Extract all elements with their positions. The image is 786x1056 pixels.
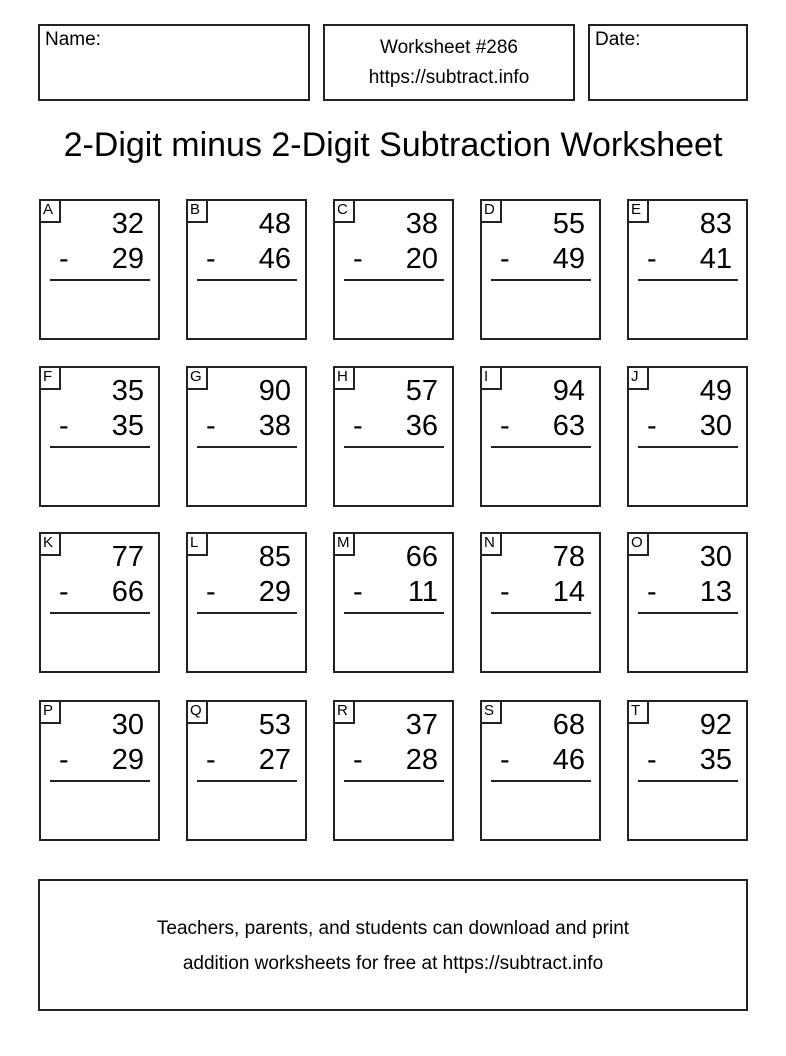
worksheet-url[interactable]: https://subtract.info (368, 67, 530, 88)
subtrahend: 36 (405, 410, 438, 442)
date-field[interactable] (588, 24, 748, 101)
subtrahend: 29 (111, 744, 144, 776)
minuend: 94 (552, 375, 585, 407)
answer-line (50, 446, 150, 448)
problem-label: A (39, 199, 61, 223)
problem-label: E (627, 199, 649, 223)
problem-label: Q (186, 700, 208, 724)
answer-space[interactable] (491, 285, 591, 333)
answer-line (491, 780, 591, 782)
subtrahend: 11 (407, 576, 438, 608)
answer-line (491, 446, 591, 448)
answer-space[interactable] (344, 786, 444, 834)
problem-card (627, 532, 748, 673)
minuend: 57 (405, 375, 438, 407)
minuend: 83 (699, 208, 732, 240)
footer-note (38, 879, 748, 1011)
answer-line (638, 279, 738, 281)
answer-line (344, 612, 444, 614)
minuend: 68 (552, 709, 585, 741)
problem-label: J (627, 366, 649, 390)
minus-sign: - (647, 576, 657, 608)
problem-label: H (333, 366, 355, 390)
problem-card (186, 366, 307, 507)
minus-sign: - (353, 243, 363, 275)
answer-line (50, 780, 150, 782)
answer-line (638, 612, 738, 614)
name-label: Name: (45, 29, 101, 50)
minuend: 48 (258, 208, 291, 240)
answer-space[interactable] (638, 786, 738, 834)
answer-space[interactable] (197, 452, 297, 500)
answer-space[interactable] (491, 618, 591, 666)
answer-space[interactable] (491, 786, 591, 834)
answer-line (197, 780, 297, 782)
minus-sign: - (647, 243, 657, 275)
subtrahend: 29 (258, 576, 291, 608)
minuend: 30 (699, 541, 732, 573)
problem-card (39, 700, 160, 841)
problem-label: B (186, 199, 208, 223)
problem-label: L (186, 532, 208, 556)
minus-sign: - (59, 576, 69, 608)
footer-line-1: Teachers, parents, and students can download and print (156, 918, 630, 939)
minuend: 90 (258, 375, 291, 407)
problem-card (333, 199, 454, 340)
problem-card (39, 532, 160, 673)
problem-card (39, 199, 160, 340)
subtrahend: 13 (699, 576, 732, 608)
subtrahend: 49 (552, 243, 585, 275)
answer-line (344, 446, 444, 448)
answer-space[interactable] (50, 452, 150, 500)
problem-label: T (627, 700, 649, 724)
answer-space[interactable] (638, 618, 738, 666)
name-field[interactable] (38, 24, 310, 101)
problem-card (333, 366, 454, 507)
minus-sign: - (59, 243, 69, 275)
problem-card (333, 700, 454, 841)
answer-line (50, 279, 150, 281)
minus-sign: - (59, 410, 69, 442)
minus-sign: - (206, 243, 216, 275)
answer-space[interactable] (638, 285, 738, 333)
minus-sign: - (353, 744, 363, 776)
answer-line (197, 446, 297, 448)
problem-label: P (39, 700, 61, 724)
problem-card (480, 700, 601, 841)
answer-space[interactable] (344, 618, 444, 666)
minus-sign: - (206, 744, 216, 776)
answer-space[interactable] (50, 618, 150, 666)
minus-sign: - (500, 576, 510, 608)
subtrahend: 20 (405, 243, 438, 275)
answer-line (638, 780, 738, 782)
problem-label: C (333, 199, 355, 223)
answer-space[interactable] (197, 786, 297, 834)
answer-line (344, 780, 444, 782)
minuend: 32 (111, 208, 144, 240)
minus-sign: - (500, 744, 510, 776)
answer-space[interactable] (50, 786, 150, 834)
minuend: 85 (258, 541, 291, 573)
subtrahend: 14 (552, 576, 585, 608)
subtrahend: 29 (111, 243, 144, 275)
problem-card (186, 700, 307, 841)
minuend: 53 (258, 709, 291, 741)
minuend: 37 (405, 709, 438, 741)
minus-sign: - (647, 410, 657, 442)
subtrahend: 27 (258, 744, 291, 776)
minus-sign: - (206, 576, 216, 608)
problem-label: S (480, 700, 502, 724)
worksheet-info-box (323, 24, 575, 101)
minus-sign: - (59, 744, 69, 776)
answer-line (197, 612, 297, 614)
problem-card (186, 532, 307, 673)
problem-card (480, 199, 601, 340)
answer-line (344, 279, 444, 281)
answer-line (50, 612, 150, 614)
problem-label: G (186, 366, 208, 390)
problem-card (627, 199, 748, 340)
subtrahend: 63 (552, 410, 585, 442)
minuend: 92 (699, 709, 732, 741)
problem-label: R (333, 700, 355, 724)
subtrahend: 38 (258, 410, 291, 442)
answer-space[interactable] (491, 452, 591, 500)
problem-card (186, 199, 307, 340)
subtrahend: 30 (699, 410, 732, 442)
answer-space[interactable] (344, 285, 444, 333)
subtrahend: 35 (699, 744, 732, 776)
subtrahend: 46 (552, 744, 585, 776)
answer-line (197, 279, 297, 281)
problem-label: D (480, 199, 502, 223)
minuend: 49 (699, 375, 732, 407)
minus-sign: - (206, 410, 216, 442)
minus-sign: - (353, 576, 363, 608)
answer-line (491, 612, 591, 614)
answer-space[interactable] (344, 452, 444, 500)
subtrahend: 41 (699, 243, 732, 275)
subtrahend: 28 (405, 744, 438, 776)
minuend: 78 (552, 541, 585, 573)
subtrahend: 46 (258, 243, 291, 275)
problem-label: I (480, 366, 502, 390)
problem-card (39, 366, 160, 507)
minus-sign: - (647, 744, 657, 776)
answer-line (491, 279, 591, 281)
problem-card (627, 700, 748, 841)
minus-sign: - (353, 410, 363, 442)
subtrahend: 35 (111, 410, 144, 442)
minuend: 77 (111, 541, 144, 573)
subtrahend: 66 (111, 576, 144, 608)
minuend: 30 (111, 709, 144, 741)
date-label: Date: (595, 29, 641, 50)
problem-card (333, 532, 454, 673)
answer-space[interactable] (638, 452, 738, 500)
minuend: 35 (111, 375, 144, 407)
answer-space[interactable] (197, 285, 297, 333)
minus-sign: - (500, 410, 510, 442)
footer-line-2: addition worksheets for free at https://subtract.info (182, 953, 604, 974)
problem-card (627, 366, 748, 507)
problem-card (480, 366, 601, 507)
worksheet-number: Worksheet #286 (379, 37, 518, 58)
problem-label: N (480, 532, 502, 556)
answer-space[interactable] (197, 618, 297, 666)
minuend: 55 (552, 208, 585, 240)
minuend: 66 (405, 541, 438, 573)
minus-sign: - (500, 243, 510, 275)
problem-label: O (627, 532, 649, 556)
problem-label: F (39, 366, 61, 390)
answer-line (638, 446, 738, 448)
answer-space[interactable] (50, 285, 150, 333)
minuend: 38 (405, 208, 438, 240)
problem-label: K (39, 532, 61, 556)
problem-label: M (333, 532, 355, 556)
problem-card (480, 532, 601, 673)
page-title: 2-Digit minus 2-Digit Subtraction Worksheet (63, 126, 723, 164)
